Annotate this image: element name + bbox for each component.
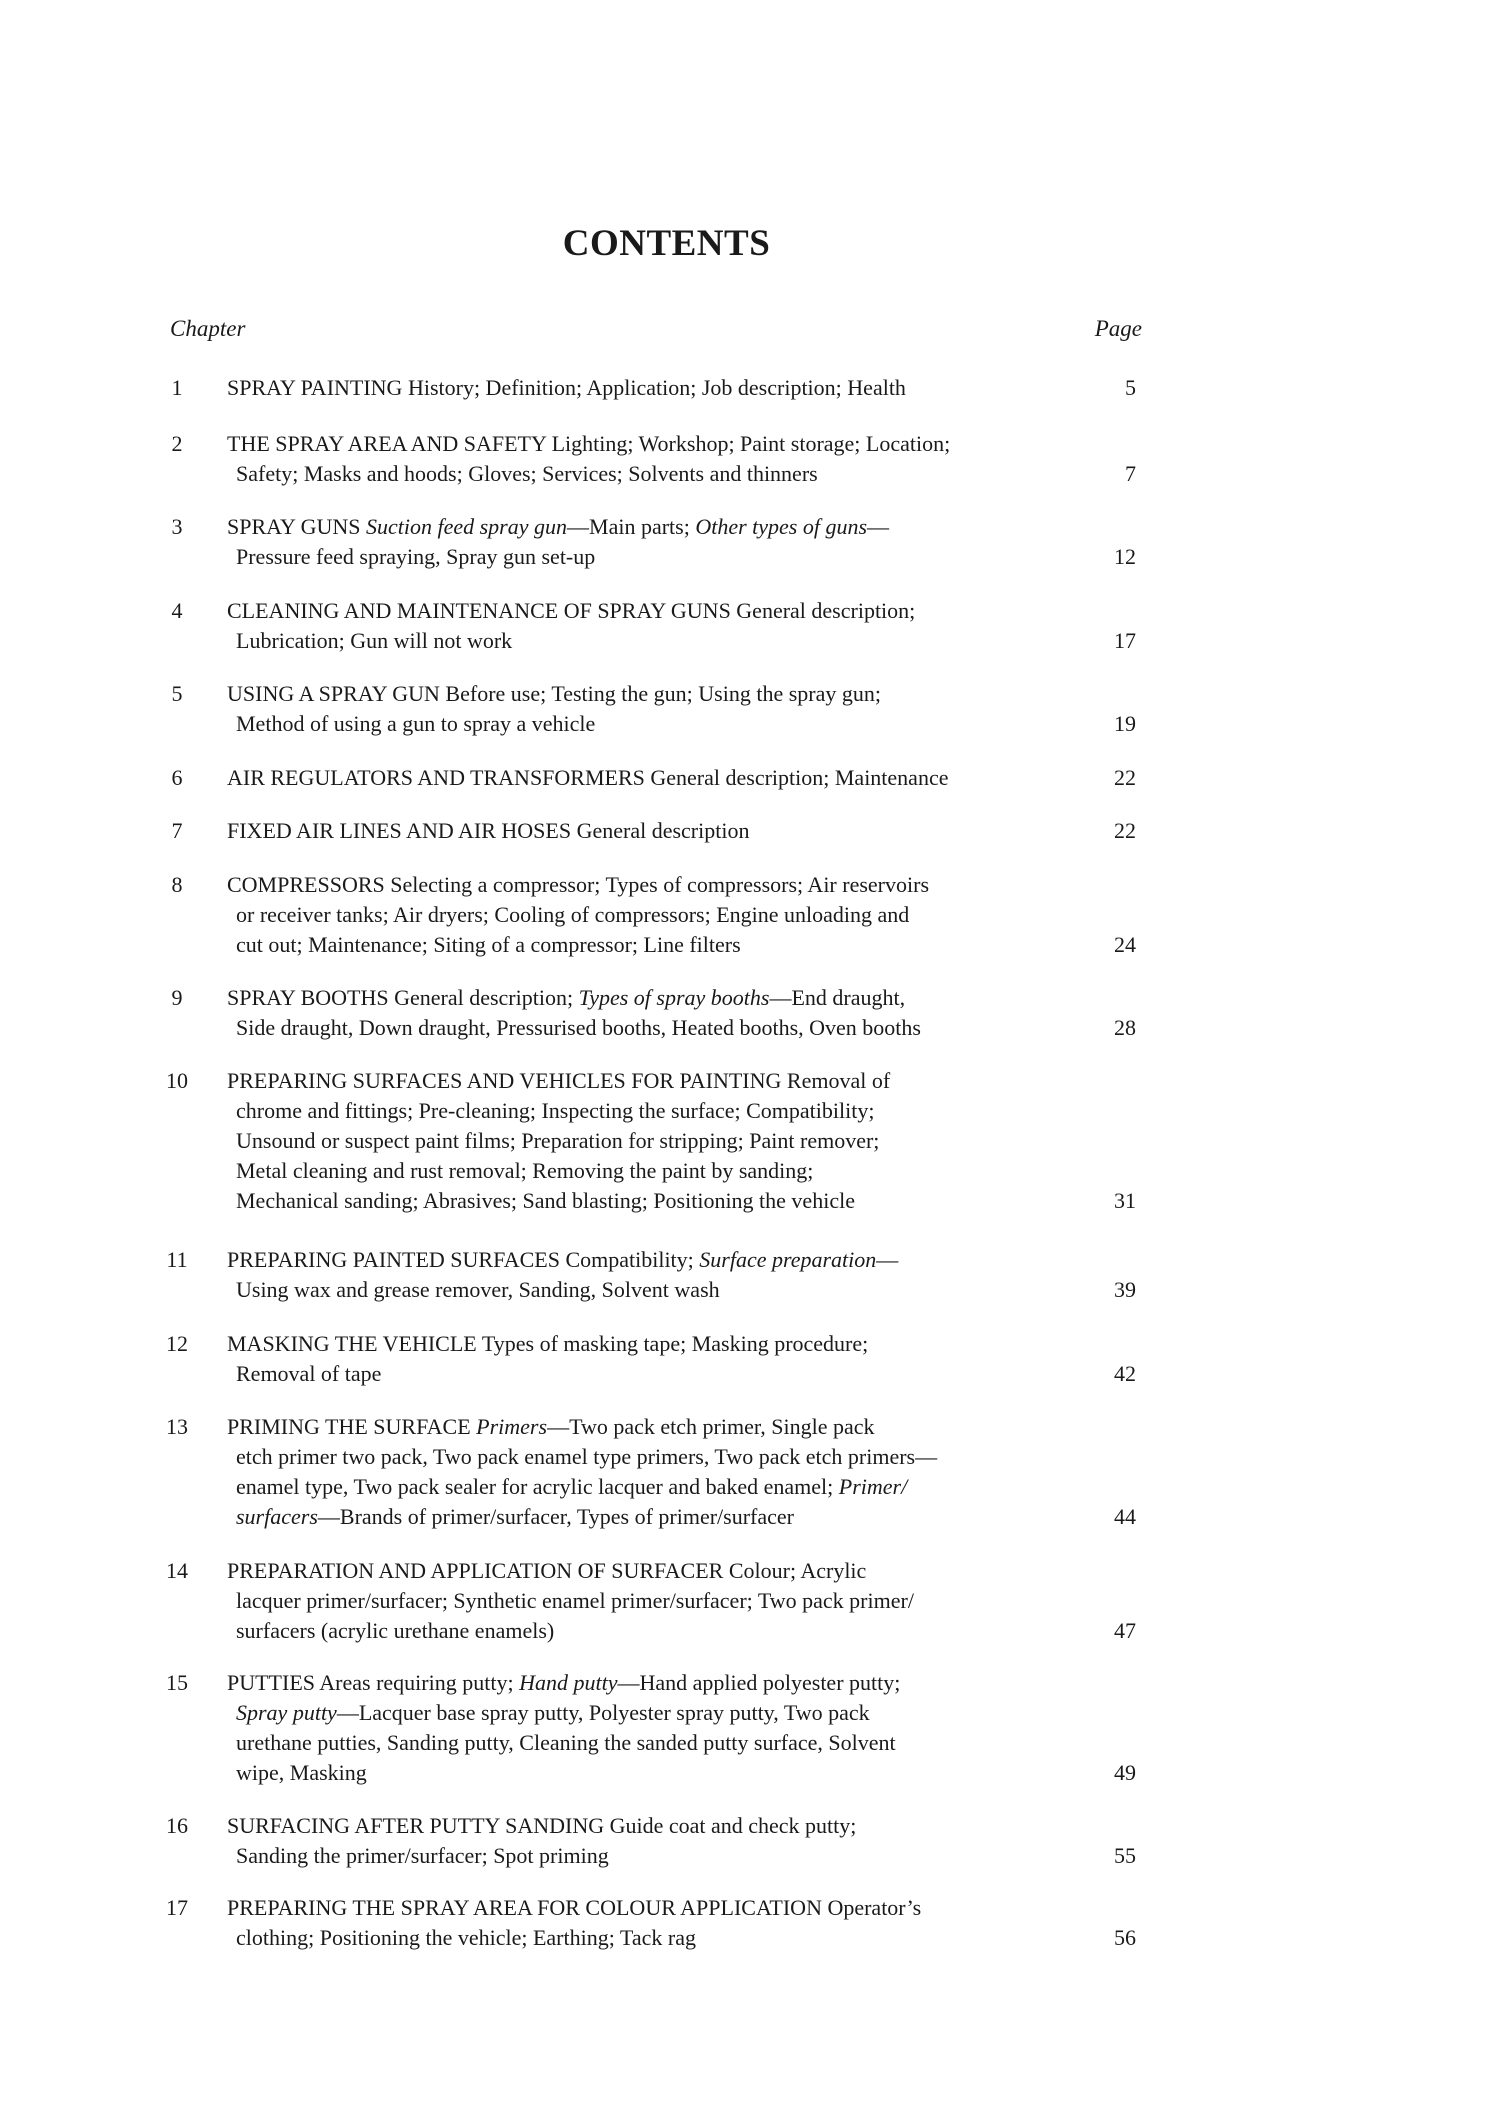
text-segment: etch primer two pack, Two pack enamel type primers, Two pack etch primers— (236, 1444, 938, 1469)
chapter-column-header: Chapter (170, 316, 246, 341)
chapter-topics-line (227, 1616, 1057, 1646)
chapter-number: 2 (171, 431, 183, 456)
text-segment: FIXED AIR LINES AND AIR HOSES General description (227, 818, 750, 843)
text-segment: PRIMING THE SURFACE (227, 1414, 477, 1439)
chapter-number: 17 (166, 1895, 188, 1920)
page-number: 55 (1114, 1843, 1136, 1868)
text-segment: Side draught, Down draught, Pressurised booths, Heated booths, Oven booths (236, 1015, 921, 1040)
page-number: 22 (1114, 818, 1136, 843)
chapter-description (227, 1668, 1057, 1788)
chapter-description (227, 763, 1057, 793)
chapter-topics-line (227, 900, 1057, 930)
chapter-number: 6 (171, 765, 183, 790)
chapter-number: 15 (166, 1670, 188, 1695)
chapter-topics-line (227, 1275, 1057, 1305)
italic-subheading: Spray putty (236, 1700, 337, 1725)
italic-subheading: Surface preparation (699, 1247, 877, 1272)
chapter-title-line (227, 1329, 1057, 1359)
chapter-number: 13 (166, 1414, 188, 1439)
chapter-title-line (227, 429, 1057, 459)
chapter-number: 9 (171, 985, 183, 1010)
text-segment: PREPARING THE SPRAY AREA FOR COLOUR APPLICATION Operator’s (227, 1895, 922, 1920)
text-segment: SURFACING AFTER PUTTY SANDING Guide coat and check putty; (227, 1813, 857, 1838)
page-number: 19 (1114, 711, 1136, 736)
text-segment: Using wax and grease remover, Sanding, Solvent wash (236, 1277, 720, 1302)
chapter-title-line (227, 1245, 1057, 1275)
page-column-header: Page (1094, 316, 1142, 341)
chapter-number: 1 (171, 375, 183, 400)
italic-subheading: Suction feed spray gun (365, 514, 568, 539)
chapter-description (227, 870, 1057, 960)
chapter-title-line (227, 763, 1057, 793)
chapter-description (227, 429, 1057, 489)
text-segment: PUTTIES Areas requiring putty; (227, 1670, 520, 1695)
chapter-topics-line (227, 1096, 1057, 1126)
chapter-description (227, 1811, 1057, 1871)
chapter-number: 4 (171, 598, 183, 623)
text-segment: cut out; Maintenance; Siting of a compressor; Line filters (236, 932, 741, 957)
page-number: 49 (1114, 1760, 1136, 1785)
chapter-description (227, 1066, 1057, 1216)
text-segment: PREPARING SURFACES AND VEHICLES FOR PAINTING Removal of (227, 1068, 891, 1093)
text-segment: AIR REGULATORS AND TRANSFORMERS General description; Maintenance (227, 765, 949, 790)
chapter-title-line (227, 512, 1057, 542)
text-segment: Removal of tape (236, 1361, 382, 1386)
italic-subheading: surfacers (236, 1504, 318, 1529)
italic-subheading: Hand putty (519, 1670, 618, 1695)
chapter-description (227, 983, 1057, 1043)
chapter-topics-line (227, 1728, 1057, 1758)
text-segment: USING A SPRAY GUN Before use; Testing the gun; Using the spray gun; (227, 681, 881, 706)
text-segment: surfacers (acrylic urethane enamels) (236, 1618, 555, 1643)
chapter-topics-line (227, 1841, 1057, 1871)
text-segment: THE SPRAY AREA AND SAFETY Lighting; Workshop; Paint storage; Location; (227, 431, 951, 456)
chapter-description (227, 1329, 1057, 1389)
text-segment: chrome and fittings; Pre-cleaning; Inspecting the surface; Compatibility; (236, 1098, 875, 1123)
text-segment: Method of using a gun to spray a vehicle (236, 711, 596, 736)
page-number: 12 (1114, 544, 1136, 569)
chapter-description (227, 816, 1057, 846)
chapter-number: 10 (166, 1068, 188, 1093)
chapter-number: 3 (171, 514, 183, 539)
page-number: 42 (1114, 1361, 1136, 1386)
text-segment: Unsound or suspect paint films; Preparation for stripping; Paint remover; (236, 1128, 880, 1153)
chapter-topics-line (227, 1126, 1057, 1156)
text-segment: SPRAY GUNS (227, 514, 366, 539)
chapter-number: 8 (171, 872, 183, 897)
chapter-description (227, 1893, 1057, 1953)
chapter-topics-line (227, 459, 1057, 489)
text-segment: CLEANING AND MAINTENANCE OF SPRAY GUNS General description; (227, 598, 916, 623)
page-number: 31 (1114, 1188, 1136, 1213)
chapter-title-line (227, 983, 1057, 1013)
italic-subheading: Types of spray booths (578, 985, 770, 1010)
chapter-topics-line (227, 626, 1057, 656)
text-segment: —Hand applied polyester putty; (617, 1670, 901, 1695)
chapter-description (227, 512, 1057, 572)
chapter-topics-line (227, 1586, 1057, 1616)
chapter-topics-line (227, 709, 1057, 739)
text-segment: Lubrication; Gun will not work (236, 628, 513, 653)
chapter-description (227, 373, 1057, 403)
chapter-title-line (227, 679, 1057, 709)
italic-subheading: Other types of guns (695, 514, 868, 539)
text-segment: SPRAY BOOTHS General description; (227, 985, 579, 1010)
chapter-topics-line (227, 1502, 1057, 1532)
text-segment: or receiver tanks; Air dryers; Cooling of compressors; Engine unloading and (236, 902, 910, 927)
chapter-number: 5 (171, 681, 183, 706)
chapter-number: 12 (166, 1331, 188, 1356)
chapter-topics-line (227, 930, 1057, 960)
chapter-number: 14 (166, 1558, 188, 1583)
chapter-title-line (227, 870, 1057, 900)
chapter-topics-line (227, 542, 1057, 572)
chapter-title-line (227, 1668, 1057, 1698)
chapter-topics-line (227, 1698, 1057, 1728)
chapter-number: 16 (166, 1813, 188, 1838)
page-number: 56 (1114, 1925, 1136, 1950)
text-segment: —Two pack etch primer, Single pack (547, 1414, 875, 1439)
chapter-topics-line (227, 1472, 1057, 1502)
page-number: 17 (1114, 628, 1136, 653)
text-segment: Mechanical sanding; Abrasives; Sand blasting; Positioning the vehicle (236, 1188, 855, 1213)
chapter-description (227, 1556, 1057, 1646)
text-segment: wipe, Masking (236, 1760, 367, 1785)
page-number: 44 (1114, 1504, 1136, 1529)
chapter-title-line (227, 1556, 1057, 1586)
chapter-topics-line (227, 1758, 1057, 1788)
text-segment: — (876, 1247, 899, 1272)
italic-subheading: Primer/ (838, 1474, 908, 1499)
chapter-description (227, 1245, 1057, 1305)
chapter-topics-line (227, 1923, 1057, 1953)
text-segment: PREPARATION AND APPLICATION OF SURFACER Colour; Acrylic (227, 1558, 867, 1583)
text-segment: urethane putties, Sanding putty, Cleaning the sanded putty surface, Solvent (236, 1730, 896, 1755)
chapter-description (227, 679, 1057, 739)
chapter-topics-line (227, 1013, 1057, 1043)
page-number: 5 (1125, 375, 1136, 400)
text-segment: clothing; Positioning the vehicle; Earthing; Tack rag (236, 1925, 696, 1950)
chapter-title-line (227, 1893, 1057, 1923)
chapter-description (227, 596, 1057, 656)
chapter-title-line (227, 1066, 1057, 1096)
page-title: CONTENTS (562, 223, 771, 264)
chapter-title-line (227, 1811, 1057, 1841)
text-segment: COMPRESSORS Selecting a compressor; Types of compressors; Air reservoirs (227, 872, 930, 897)
text-segment: enamel type, Two pack sealer for acrylic lacquer and baked enamel; (236, 1474, 839, 1499)
text-segment: —Lacquer base spray putty, Polyester spray putty, Two pack (336, 1700, 870, 1725)
page-number: 47 (1114, 1618, 1136, 1643)
text-segment: PREPARING PAINTED SURFACES Compatibility; (227, 1247, 700, 1272)
text-segment: —Main parts; (567, 514, 696, 539)
chapter-title-line (227, 1412, 1057, 1442)
chapter-topics-line (227, 1186, 1057, 1216)
chapter-topics-line (227, 1442, 1057, 1472)
text-segment: Sanding the primer/surfacer; Spot priming (236, 1843, 609, 1868)
text-segment: SPRAY PAINTING History; Definition; Application; Job description; Health (227, 375, 906, 400)
chapter-title-line (227, 596, 1057, 626)
chapter-number: 7 (171, 818, 183, 843)
page-number: 39 (1114, 1277, 1136, 1302)
chapter-topics-line (227, 1359, 1057, 1389)
chapter-title-line (227, 373, 1057, 403)
text-segment: Safety; Masks and hoods; Gloves; Services; Solvents and thinners (236, 461, 818, 486)
text-segment: —Brands of primer/surfacer, Types of primer/surfacer (317, 1504, 794, 1529)
chapter-title-line (227, 816, 1057, 846)
chapter-topics-line (227, 1156, 1057, 1186)
italic-subheading: Primers (476, 1414, 548, 1439)
page-number: 24 (1114, 932, 1136, 957)
text-segment: MASKING THE VEHICLE Types of masking tape; Masking procedure; (227, 1331, 869, 1356)
chapter-description (227, 1412, 1057, 1532)
text-segment: Metal cleaning and rust removal; Removing the paint by sanding; (236, 1158, 814, 1183)
page-number: 28 (1114, 1015, 1136, 1040)
chapter-number: 11 (166, 1247, 188, 1272)
text-segment: Pressure feed spraying, Spray gun set-up (236, 544, 596, 569)
text-segment: lacquer primer/surfacer; Synthetic enamel primer/surfacer; Two pack primer/ (236, 1588, 914, 1613)
text-segment: — (867, 514, 890, 539)
page-number: 22 (1114, 765, 1136, 790)
text-segment: —End draught, (769, 985, 906, 1010)
page-number: 7 (1125, 461, 1136, 486)
